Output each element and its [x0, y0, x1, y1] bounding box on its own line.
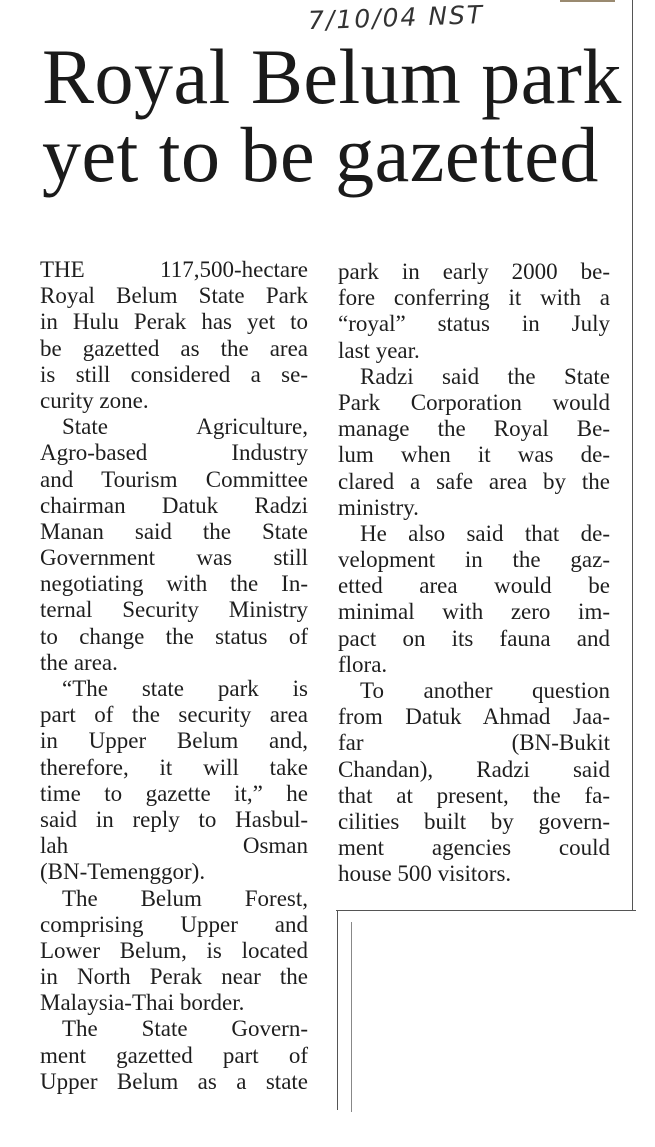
column-rule-lower — [337, 910, 338, 1110]
text-line: Malaysia-Thai border. — [40, 990, 245, 1016]
text-line: Agro-based Industry — [40, 440, 308, 466]
text-line: State Agriculture, — [62, 414, 308, 440]
text-line: clared a safe area by the — [338, 468, 610, 494]
text-line: part of the security area — [40, 702, 308, 728]
text-line: He also said that de- — [360, 520, 610, 546]
text-line: said in reply to Hasbul- — [40, 806, 308, 832]
text-line: ternal Security Ministry — [40, 597, 308, 623]
text-line: in Hulu Perak has yet to — [40, 309, 308, 335]
headline-line-2: yet to be gazetted — [42, 111, 599, 198]
text-line: The State Govern- — [62, 1016, 308, 1042]
text-line: therefore, it will take — [40, 754, 308, 780]
text-line: velopment in the gaz- — [338, 547, 610, 573]
text-line: etted area would be — [338, 573, 610, 599]
text-line: curity zone. — [40, 387, 149, 413]
column-rule-bottom — [336, 910, 636, 911]
handwritten-date-annotation: 7/10/04 NST — [307, 0, 485, 36]
text-line: Government was still — [40, 545, 308, 571]
text-line: park in early 2000 be- — [338, 259, 610, 284]
text-line: ment agencies could — [338, 835, 610, 861]
headline — [42, 33, 632, 198]
headline-line-1: Royal Belum park — [42, 33, 622, 120]
text-line: is still considered a se- — [40, 361, 308, 387]
text-line: far (BN-Bukit — [338, 730, 610, 756]
text-line: Lower Belum, is located — [40, 937, 308, 963]
article-column-right — [338, 259, 610, 888]
text-line: THE 117,500-hectare — [40, 257, 308, 282]
text-line: manage the Royal Be- — [338, 416, 610, 442]
text-line: be gazetted as the area — [40, 335, 308, 361]
text-line: to change the status of — [40, 623, 308, 649]
text-line: minimal with zero im- — [338, 599, 610, 625]
text-line: (BN-Temenggor). — [40, 859, 206, 885]
text-line: Radzi said the State — [360, 363, 610, 389]
text-line: lum when it was de- — [338, 442, 610, 468]
text-line: cilities built by govern- — [338, 808, 610, 834]
text-line: in Upper Belum and, — [40, 728, 308, 754]
text-line: pact on its fauna and — [338, 625, 610, 651]
text-line: Royal Belum State Park — [40, 283, 308, 309]
text-line: flora. — [338, 651, 388, 677]
text-line: and Tourism Committee — [40, 466, 308, 492]
text-line: “royal” status in July — [338, 311, 610, 337]
text-line: the area. — [40, 649, 118, 675]
text-line: ministry. — [338, 494, 419, 520]
text-line: Chandan), Radzi said — [338, 756, 610, 782]
text-line: house 500 visitors. — [338, 861, 512, 887]
text-line: The Belum Forest, — [62, 885, 308, 911]
text-line: Upper Belum as a state — [40, 1068, 308, 1094]
text-line: negotiating with the In- — [40, 571, 308, 597]
text-line: last year. — [338, 337, 420, 363]
text-line: ment gazetted part of — [40, 1042, 308, 1068]
article-column-left — [40, 257, 308, 1095]
clipping-edge-mark — [560, 0, 615, 2]
text-line: lah Osman — [40, 833, 308, 859]
column-rule-right — [632, 0, 633, 910]
text-line: To another question — [360, 678, 610, 703]
text-line: fore conferring it with a — [338, 285, 610, 311]
text-line: Park Corporation would — [338, 389, 610, 415]
text-line: in North Perak near the — [40, 964, 308, 990]
text-line: Manan said the State — [40, 518, 308, 544]
text-line: “The state park is — [62, 676, 308, 701]
text-line: that at present, the fa- — [338, 782, 610, 808]
text-line: time to gazette it,” he — [40, 780, 308, 806]
text-line: from Datuk Ahmad Jaa- — [338, 704, 610, 730]
text-line: chairman Datuk Radzi — [40, 492, 308, 518]
column-rule-inner — [351, 922, 352, 1112]
text-line: comprising Upper and — [40, 911, 308, 937]
